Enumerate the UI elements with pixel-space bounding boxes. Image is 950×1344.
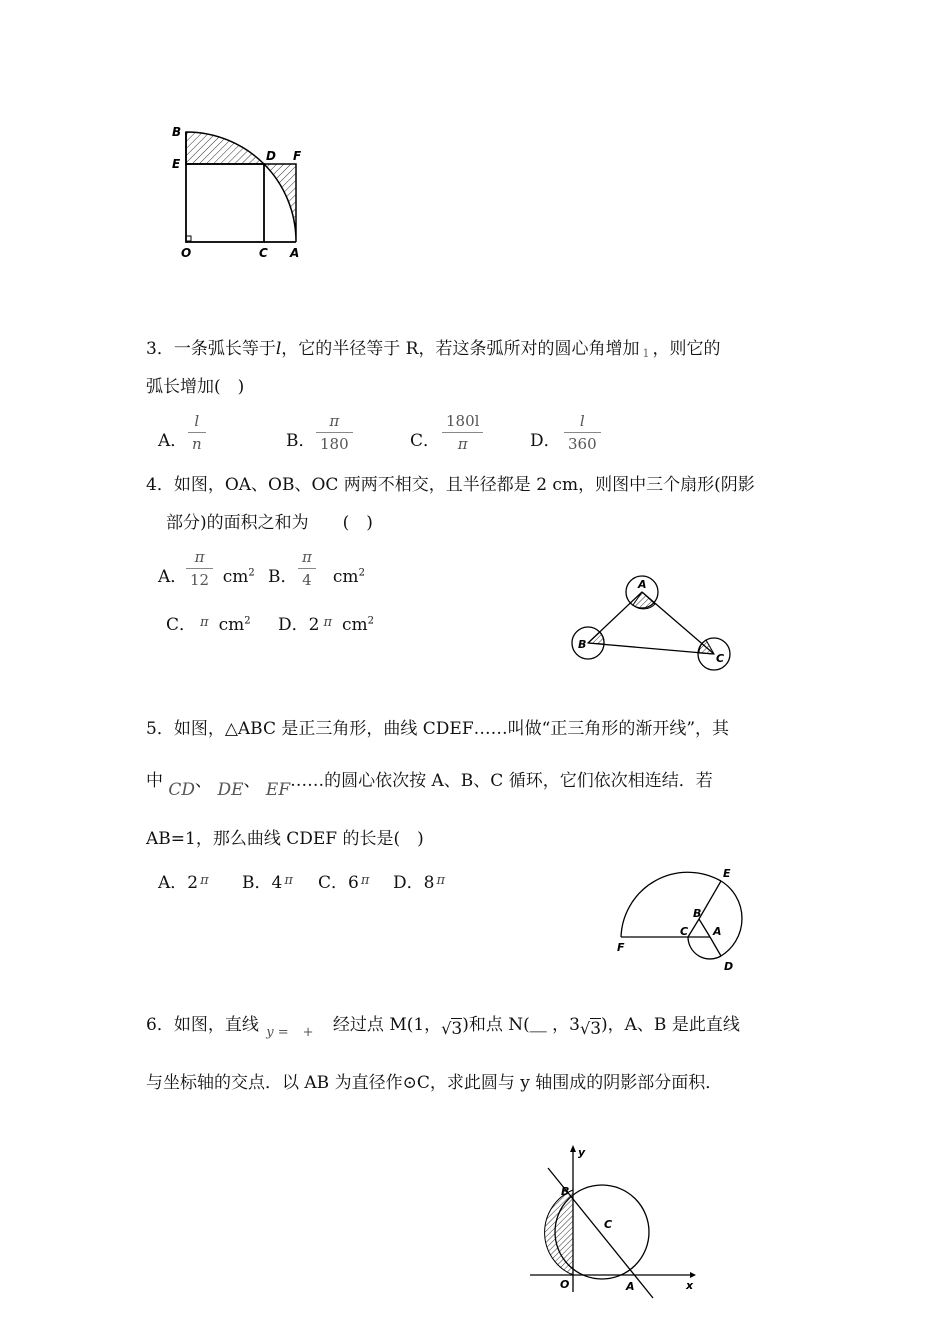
q3-option-a[interactable]: A． bbox=[158, 431, 188, 451]
shaded-region-dfa bbox=[264, 164, 296, 242]
q4-option-b-frac: π 4 bbox=[298, 548, 316, 589]
label-a: A bbox=[290, 246, 300, 260]
label-c: C bbox=[259, 246, 268, 260]
label-a: A bbox=[713, 925, 722, 938]
q3-option-c[interactable]: C． bbox=[410, 431, 441, 451]
q6-line1: 6．如图，直线 $_{y =}$ $_+$ 经过点 M(1，√3)和点 N(＿ ，3√3)，A、B 是此直线 bbox=[146, 1015, 740, 1040]
label-x: x bbox=[686, 1279, 694, 1292]
q3-line2: 弧长增加( ) bbox=[146, 377, 245, 397]
label-c: C bbox=[680, 925, 689, 938]
label-c: C bbox=[604, 1218, 613, 1231]
q5-line2: 中 CD、 DE、 EF……的圆心依次按 A、B、C 循环，它们依次相连结．若 bbox=[146, 771, 713, 800]
sector-b bbox=[588, 632, 604, 644]
figure-involute bbox=[590, 855, 780, 985]
label-f: F bbox=[293, 149, 302, 163]
q4-option-a-frac: π 12 bbox=[186, 548, 213, 589]
q4-line1: 4．如图，OA、OB、OC 两两不相交，且半径都是 2 cm，则图中三个扇形(阴影 bbox=[146, 475, 755, 495]
q4-option-a[interactable]: A． $cm^2$ bbox=[158, 567, 255, 587]
label-d: D bbox=[724, 960, 734, 973]
label-c: C bbox=[716, 652, 725, 665]
label-f: F bbox=[617, 941, 625, 954]
q4-option-d[interactable]: D．2 $^\pi$ $cm^2$ bbox=[278, 615, 375, 635]
label-b: B bbox=[693, 907, 702, 920]
label-a: A bbox=[638, 578, 647, 591]
q3-option-b[interactable]: B． bbox=[286, 431, 316, 451]
label-d: D bbox=[266, 149, 276, 163]
label-e: E bbox=[723, 867, 731, 880]
q3-option-c-frac: 180l π bbox=[442, 412, 483, 453]
shaded-region-bed bbox=[186, 132, 264, 164]
q6-line2: 与坐标轴的交点．以 AB 为直径作⊙C，求此圆与 y 轴围成的阴影部分面积． bbox=[146, 1073, 723, 1093]
q4-option-b[interactable]: B． $cm^2$ bbox=[268, 567, 365, 587]
label-y: y bbox=[578, 1146, 586, 1159]
q4-line2: 部分)的面积之和为 ( ) bbox=[166, 513, 373, 533]
label-o: O bbox=[560, 1278, 570, 1291]
q5-option-c[interactable]: C．6 $^\pi$ bbox=[318, 873, 370, 893]
q3-option-a-frac: l n bbox=[188, 412, 206, 453]
q5-option-b[interactable]: B．4 $^\pi$ bbox=[242, 873, 293, 893]
q5-option-d[interactable]: D．8 $^\pi$ bbox=[393, 873, 445, 893]
q5-line3: AB=1，那么曲线 CDEF 的长是( ) bbox=[146, 829, 424, 849]
label-o: O bbox=[181, 246, 192, 260]
label-a: A bbox=[626, 1280, 635, 1293]
label-b: B bbox=[561, 1185, 570, 1198]
figure-square-arc bbox=[168, 124, 313, 264]
arc-de: DE bbox=[217, 780, 244, 800]
q4-option-c[interactable]: C． $^\pi$ $cm^2$ bbox=[166, 615, 251, 635]
q5-line1: 5．如图，△ABC 是正三角形，曲线 CDEF……叫做“正三角形的渐开线”，其 bbox=[146, 719, 730, 739]
q3-line1: 3．一条弧长等于l，它的半径等于 R，若这条弧所对的圆心角增加 1 ，则它的 bbox=[146, 339, 721, 360]
label-b: B bbox=[578, 638, 587, 651]
q3-option-d-frac: l 360 bbox=[564, 412, 601, 453]
arc-ef: EF bbox=[265, 780, 291, 800]
shaded-segment bbox=[545, 1190, 573, 1275]
label-e: E bbox=[172, 157, 181, 171]
q3-option-b-frac: π 180 bbox=[316, 412, 353, 453]
q3-option-d[interactable]: D． bbox=[530, 431, 561, 451]
figure-three-circles bbox=[562, 566, 782, 686]
arc-cd: CD bbox=[168, 780, 196, 800]
label-b: B bbox=[172, 125, 182, 139]
q5-option-a[interactable]: A．2 $^\pi$ bbox=[158, 873, 209, 893]
figure-coordinate-circle bbox=[518, 1140, 708, 1300]
